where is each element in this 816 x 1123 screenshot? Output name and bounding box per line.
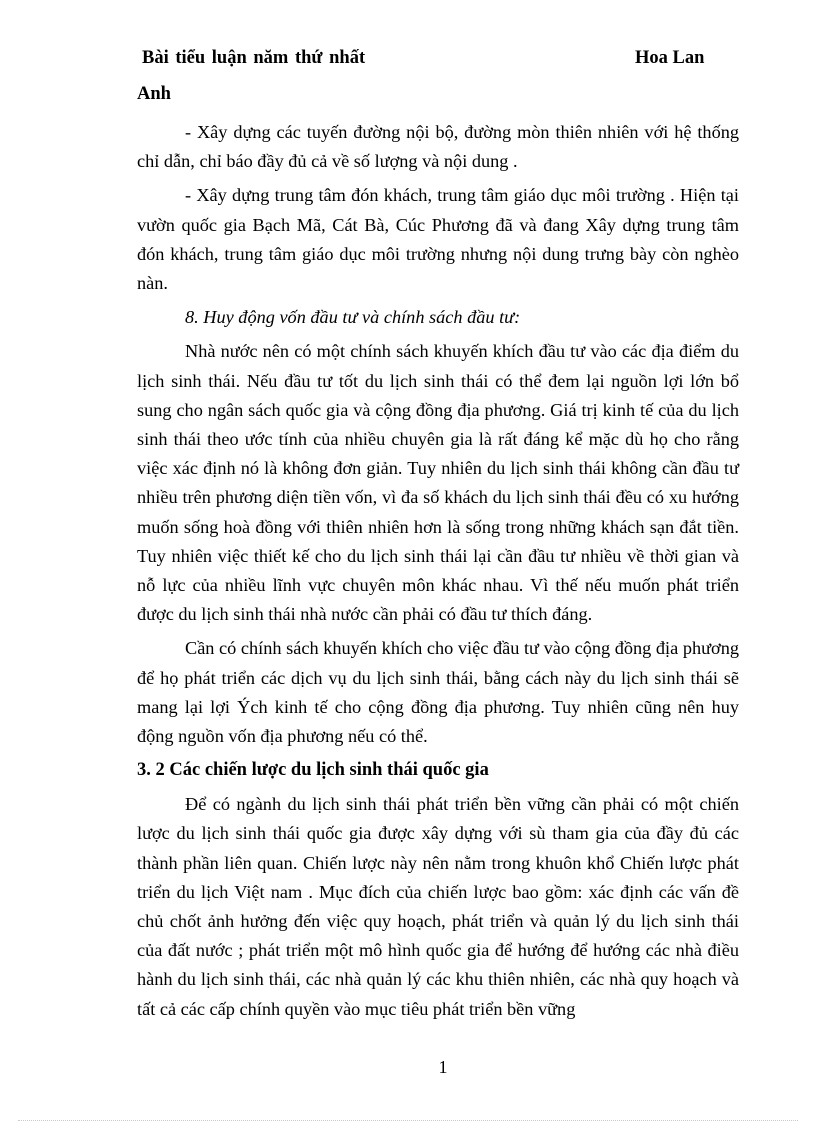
header-author: Hoa Lan (635, 48, 705, 68)
document-body (137, 118, 739, 1029)
page-number: 1 (438, 1057, 448, 1077)
page-bottom-divider (18, 1120, 798, 1121)
bullet-paragraph: - Xây dựng các tuyến đường nội bộ, đường mòn thiên nhiên với hệ thống chỉ dẫn, chỉ báo đầy đủ cả về số lượng và nội dung . (137, 122, 739, 172)
header-title: Bài tiểu luận năm thứ nhất (142, 48, 366, 68)
section-heading: 3. 2 Các chiến lược du lịch sinh thái quốc gia (137, 760, 489, 781)
header-author-continuation: Anh (137, 84, 171, 104)
subsection-heading: 8. Huy động vốn đầu tư và chính sách đầu tư: (185, 307, 521, 328)
page-header (142, 48, 712, 74)
body-paragraph: Nhà nước nên có một chính sách khuyến khích đầu tư vào các địa điểm du lịch sinh thái. Nếu đầu tư tốt du lịch sinh thái có thể đem lại nguồn lợi lớn bổ sung cho ngân sách quốc gia và cộng đồng địa phương. Giá trị kinh tế của du lịch sinh thái theo ước tính của nhiều chuyên gia là rất đáng kể mặc dù họ cho rằng việc xác định nó là không đơn giản. Tuy nhiên du lịch sinh thái không cần đầu tư nhiều trên phương diện tiền vốn, vì đa số khách du lịch sinh thái đều có xu hướng muốn sống hoà đồng với thiên nhiên hơn là sống trong những khách sạn đắt tiền. Tuy nhiên việc thiết kế cho du lịch sinh thái lại cần đầu tư nhiều về thời gian và nỗ lực của nhiều lĩnh vực chuyên môn khác nhau. Vì thế nếu muốn phát triển được du lịch sinh thái nhà nước cần phải có đầu tư thích đáng. (137, 341, 739, 625)
body-paragraph: Cần có chính sách khuyến khích cho việc đầu tư vào cộng đồng địa phương để họ phát triển các dịch vụ du lịch sinh thái, bằng cách này du lịch sinh thái sẽ mang lại lợi Ých kinh tế cho cộng đồng địa phương. Tuy nhiên cũng nên huy động nguồn vốn địa phương nếu có thể. (137, 638, 739, 747)
body-paragraph: Để có ngành du lịch sinh thái phát triển bền vững cần phải có một chiến lược du lịch sinh thái quốc gia được xây dựng với sù tham gia của đầy đủ các thành phần liên quan. Chiến lược này nên nằm trong khuôn khổ Chiến lược phát triển du lịch Việt nam . Mục đích của chiến lược bao gồm: xác định các vấn đề chủ chốt ảnh hưởng đến việc quy hoạch, phát triển và quản lý du lịch sinh thái của đất nước ; phát triển một mô hình quốc gia để hướng để hướng các nhà điều hành du lịch sinh thái, các nhà quản lý các khu thiên nhiên, các nhà quy hoạch và tất cả các cấp chính quyền vào mục tiêu phát triển bền vững (137, 794, 739, 1019)
bullet-paragraph: - Xây dựng trung tâm đón khách, trung tâm giáo dục môi trường . Hiện tại vườn quốc gia Bạch Mã, Cát Bà, Cúc Phương đã và đang Xây dựng trung tâm đón khách, trung tâm giáo dục môi trường nhưng nội dung trưng bày còn nghèo nàn. (137, 185, 739, 294)
